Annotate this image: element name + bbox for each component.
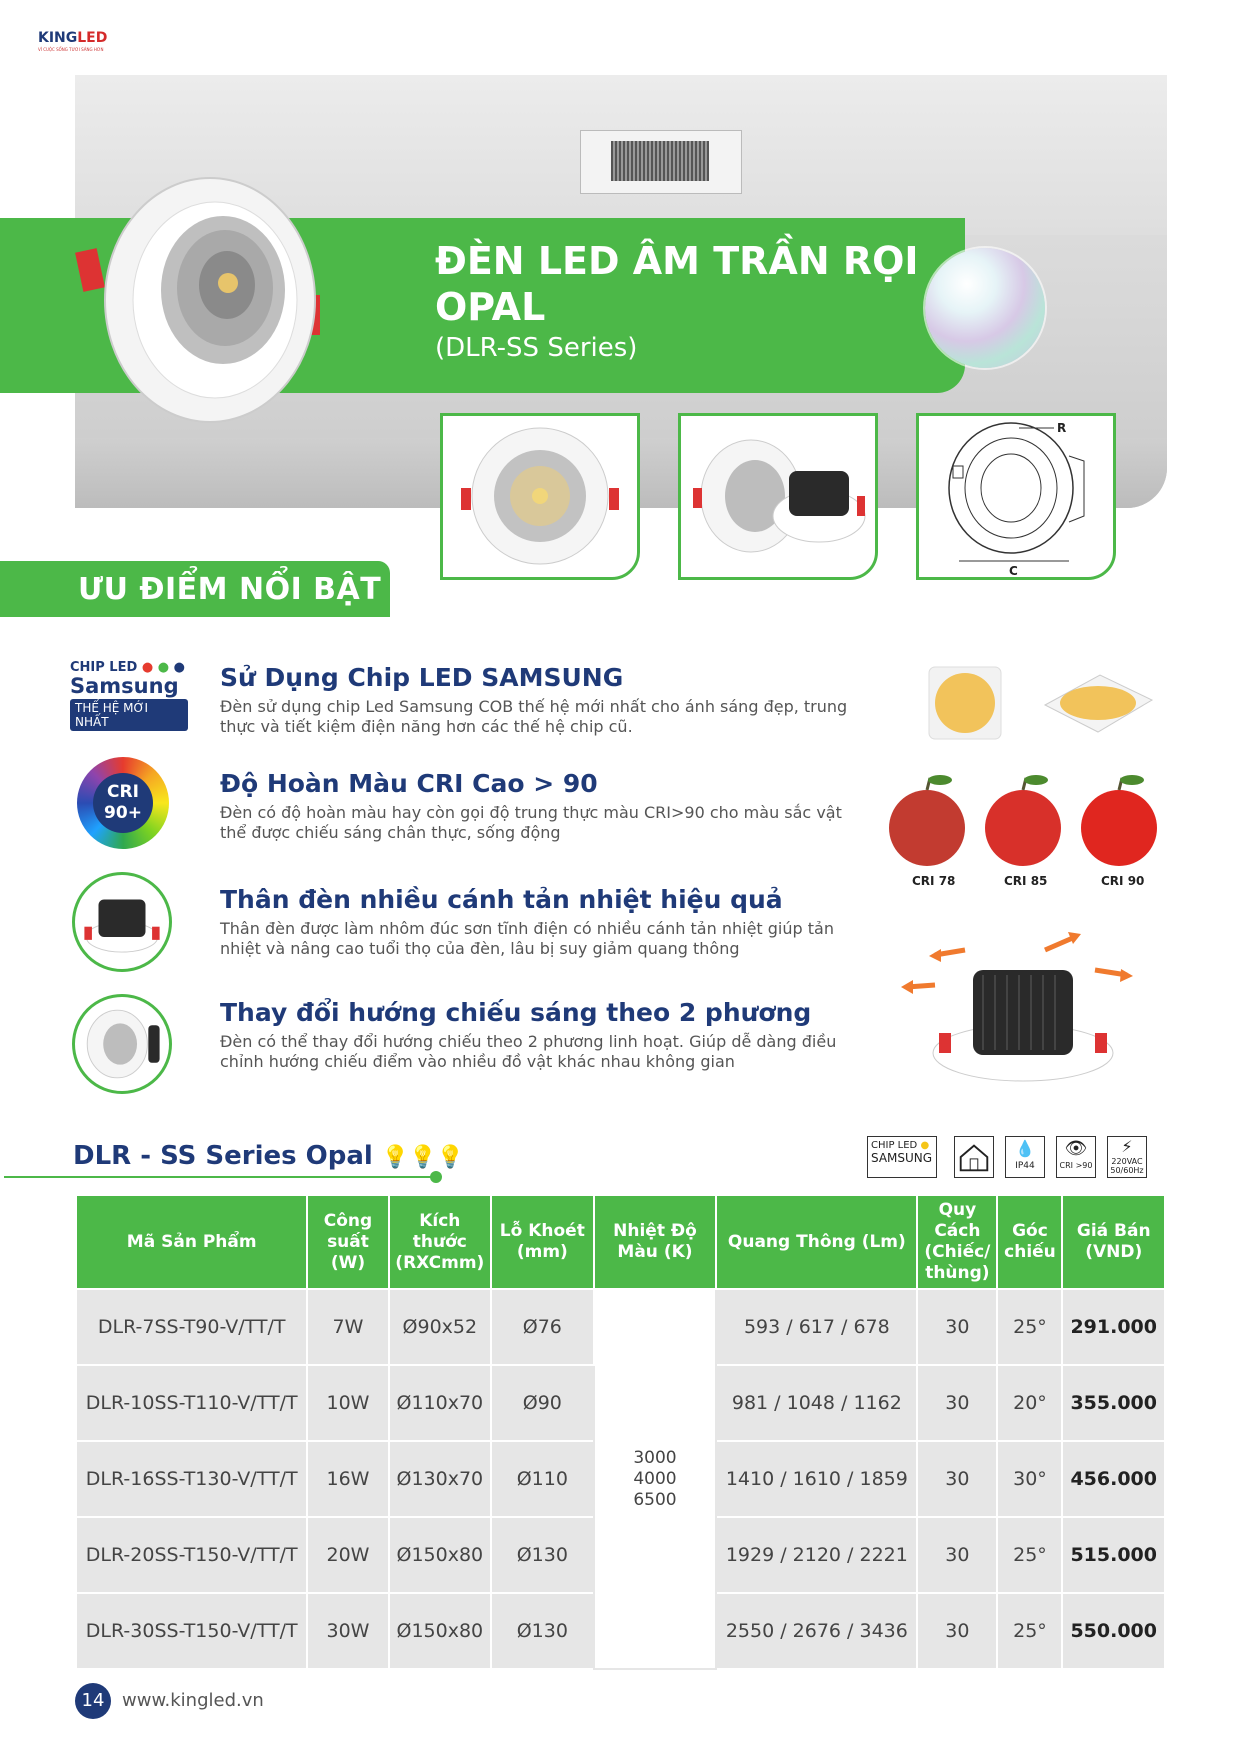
cell-power: 20W [307, 1517, 388, 1593]
feature-title-samsung: Sử Dụng Chip LED SAMSUNG [220, 663, 624, 692]
thumbnail-dimension-diagram [916, 413, 1116, 580]
samsung-chip-cert-icon: CHIP LED ● SAMSUNG [867, 1136, 937, 1178]
cert-chip-line2: SAMSUNG [871, 1151, 933, 1165]
cell-code: DLR-30SS-T150-V/TT/T [76, 1593, 307, 1669]
table-row [76, 1289, 1165, 1365]
cert-volt-line2: 50/60Hz [1110, 1166, 1144, 1175]
indoor-house-icon [954, 1136, 994, 1178]
cell-size: Ø130x70 [389, 1441, 492, 1517]
cell-pack: 30 [917, 1441, 997, 1517]
cell-lumen: 2550 / 2676 / 3436 [716, 1593, 917, 1669]
cell-angle: 20° [997, 1365, 1062, 1441]
brand-tagline: VÌ CUỘC SỐNG TƯƠI SÁNG HƠN [38, 47, 104, 52]
cob-chip-angle-image [1040, 670, 1155, 740]
cell-cutout: Ø130 [491, 1517, 594, 1593]
cell-code: DLR-7SS-T90-V/TT/T [76, 1289, 307, 1365]
temp-6500: 6500 [633, 1489, 677, 1510]
cell-size: Ø150x80 [389, 1517, 492, 1593]
cell-cutout: Ø130 [491, 1593, 594, 1669]
header-power: Công suất (W) [307, 1195, 388, 1289]
samsung-badge-line2: Samsung [70, 674, 179, 698]
table-header-row [76, 1195, 1165, 1289]
cell-lumen: 1929 / 2120 / 2221 [716, 1517, 917, 1593]
feature-title-direction: Thay đổi hướng chiếu sáng theo 2 phương [220, 998, 812, 1027]
feature-title-cri: Độ Hoàn Màu CRI Cao > 90 [220, 769, 598, 798]
feature-desc-samsung: Đèn sử dụng chip Led Samsung COB thế hệ mới nhất cho ánh sáng đẹp, trung thực và tiết kiệm điện năng hơn các thế hệ chip cũ. [220, 697, 848, 736]
cob-chip-front-image [925, 663, 1005, 743]
apple-label-cri78: CRI 78 [912, 874, 956, 888]
thumbnail-side-view [678, 413, 878, 580]
apple-label-cri85: CRI 85 [1004, 874, 1048, 888]
cell-price: 456.000 [1062, 1441, 1165, 1517]
temp-3000: 3000 [633, 1447, 677, 1468]
page-title: ĐÈN LED ÂM TRẦN RỌI OPAL [435, 239, 919, 329]
cell-lumen: 1410 / 1610 / 1859 [716, 1441, 917, 1517]
cell-cutout: Ø110 [491, 1441, 594, 1517]
header-cutout: Lỗ Khoét (mm) [491, 1195, 594, 1289]
cri-badge-line1: CRI [107, 782, 139, 802]
ceiling-ac-unit [580, 130, 742, 194]
cert-cri: CRI >90 [1059, 1161, 1093, 1170]
cell-pack: 30 [917, 1593, 997, 1669]
website-link[interactable]: www.kingled.vn [122, 1690, 264, 1711]
cell-size: Ø110x70 [389, 1365, 492, 1441]
page-number: 14 [75, 1683, 111, 1719]
cell-cutout: Ø76 [491, 1289, 594, 1365]
cell-code: DLR-16SS-T130-V/TT/T [76, 1441, 307, 1517]
diagram-label-c: C [1009, 564, 1018, 577]
product-main-image [75, 150, 320, 435]
cell-lumen: 593 / 617 / 678 [716, 1289, 917, 1365]
temp-4000: 4000 [633, 1468, 677, 1489]
cell-angle: 25° [997, 1593, 1062, 1669]
cell-code: DLR-10SS-T110-V/TT/T [76, 1365, 307, 1441]
brand-logo [38, 30, 128, 70]
series-title-text: DLR - SS Series Opal [73, 1141, 373, 1171]
samsung-chip-badge: CHIP LED ● ● ● Samsung THẾ HỆ MỚI NHẤT [70, 660, 188, 730]
cell-power: 30W [307, 1593, 388, 1669]
diagram-label-r: R [1057, 421, 1067, 435]
cell-angle: 30° [997, 1441, 1062, 1517]
cri-badge-line2: 90+ [104, 803, 142, 823]
apple-label-cri90: CRI 90 [1101, 874, 1145, 888]
cell-power: 10W [307, 1365, 388, 1441]
cell-power: 7W [307, 1289, 388, 1365]
feature-desc-heatsink: Thân đèn được làm nhôm đúc sơn tĩnh điện có nhiều cánh tản nhiệt giúp tản nhiệt và nâng cao tuổi thọ của đèn, lâu bị suy giảm quang thông [220, 919, 834, 958]
adjustable-round-image [72, 994, 172, 1094]
header-code: Mã Sản Phẩm [76, 1195, 307, 1289]
cell-size: Ø90x52 [389, 1289, 492, 1365]
feature-desc-cri: Đèn có độ hoàn màu hay còn gọi độ trung thực màu CRI>90 cho màu sắc vật thể được chiếu sáng chân thực, sống động [220, 803, 842, 842]
cell-pack: 30 [917, 1365, 997, 1441]
heat-dissipation-image [895, 925, 1155, 1090]
header-angle: Góc chiếu [997, 1195, 1062, 1289]
cell-pack: 30 [917, 1517, 997, 1593]
cell-lumen: 981 / 1048 / 1162 [716, 1365, 917, 1441]
spec-table [75, 1194, 1166, 1670]
samsung-badge-line1: CHIP LED [70, 660, 138, 675]
highlights-heading: ƯU ĐIỂM NỔI BẬT [78, 572, 382, 607]
cell-angle: 25° [997, 1517, 1062, 1593]
header-size: Kích thước (RXCmm) [389, 1195, 492, 1289]
cell-price: 550.000 [1062, 1593, 1165, 1669]
cert-volt-line1: 220VAC [1111, 1157, 1143, 1166]
header-pack: Quy Cách (Chiếc/ thùng) [917, 1195, 997, 1289]
cell-cutout: Ø90 [491, 1365, 594, 1441]
cri-eye-icon: 👁 CRI >90 [1056, 1136, 1096, 1178]
cell-power: 16W [307, 1441, 388, 1517]
cell-pack: 30 [917, 1289, 997, 1365]
brand-name-main: KING [38, 30, 78, 46]
samsung-badge-line3: THẾ HỆ MỚI NHẤT [70, 699, 188, 731]
cell-price: 515.000 [1062, 1517, 1165, 1593]
voltage-icon: ⚡ 220VAC 50/60Hz [1107, 1136, 1147, 1178]
cell-color-temp [594, 1289, 717, 1669]
ip44-icon: 💧 IP44 [1005, 1136, 1045, 1178]
cell-size: Ø150x80 [389, 1593, 492, 1669]
cell-price: 291.000 [1062, 1289, 1165, 1365]
cri-badge [77, 757, 169, 849]
feature-title-heatsink: Thân đèn nhiều cánh tản nhiệt hiệu quả [220, 885, 783, 914]
header-lumen: Quang Thông (Lm) [716, 1195, 917, 1289]
series-underline-dot [430, 1171, 442, 1183]
series-underline [4, 1176, 437, 1178]
thumbnail-front-view [440, 413, 640, 580]
header-color-temp: Nhiệt Độ Màu (K) [594, 1195, 717, 1289]
bulb-icons: 💡💡💡 [381, 1145, 465, 1170]
cell-angle: 25° [997, 1289, 1062, 1365]
cell-price: 355.000 [1062, 1365, 1165, 1441]
cert-chip-line1: CHIP LED [871, 1140, 918, 1151]
heatsink-round-image [72, 872, 172, 972]
series-subtitle: (DLR-SS Series) [435, 333, 638, 363]
cell-code: DLR-20SS-T150-V/TT/T [76, 1517, 307, 1593]
apples-cri-comparison-image [885, 770, 1165, 875]
opal-bubble-image [925, 248, 1045, 368]
series-title [73, 1141, 464, 1171]
brand-name-accent: LED [77, 30, 108, 46]
feature-desc-direction: Đèn có thể thay đổi hướng chiếu theo 2 phương linh hoạt. Giúp dễ dàng điều chỉnh hướng chiếu điểm vào nhiều đồ vật khác nhau không gian [220, 1032, 837, 1071]
header-price: Giá Bán (VND) [1062, 1195, 1165, 1289]
cert-ip: IP44 [1015, 1161, 1035, 1171]
